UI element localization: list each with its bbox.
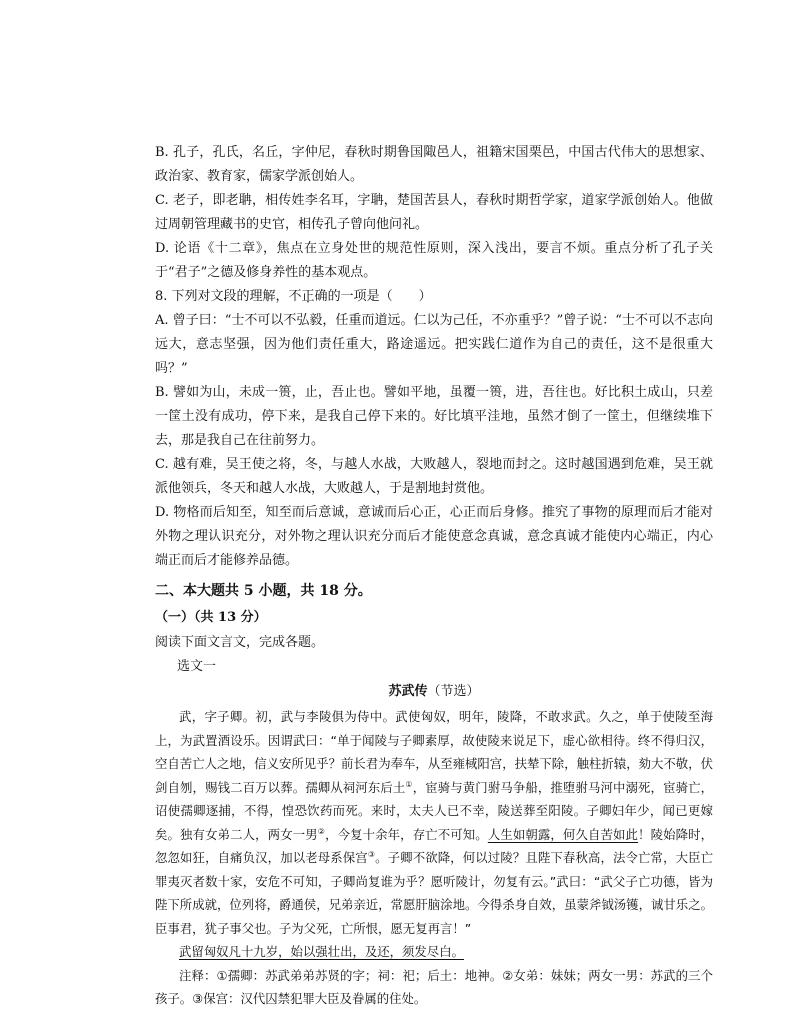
footnote-marker-3: ③ xyxy=(367,849,376,859)
reading-instruction: 阅读下面文言文，完成各题。 xyxy=(155,635,325,650)
option-d-7: D. 论语《十二章》，焦点在立身处世的规范性原则，深入浅出，要言不烦。重点分析了孔子关于“君子”之德及修身养性的基本观点。 xyxy=(155,241,713,280)
footnote-marker-1: ① xyxy=(405,779,413,789)
passage-notes: 注释：①孺卿：苏武弟弟苏贤的字；祠：祀；后土：地神。②女弟：妹妹；两女一男：苏武的三个孩子。③保宫：汉代囚禁犯罪大臣及眷属的住处。 xyxy=(155,967,713,1006)
passage-title-note: （节选） xyxy=(427,684,480,699)
underlined-sentence-2: 武留匈奴凡十九岁，始以强壮出，及还，须发尽白。 xyxy=(179,944,464,959)
passage-text: ！陵始降时，忽忽如狂，自痛负汉，加以老母系保宫 xyxy=(155,826,714,865)
option-c-8: C. 越有难，吴王使之将，冬，与越人水战，大败越人，裂地而封之。这时越国遇到危难，吴王就派他领兵，冬天和越人水战，大败越人，于是割地封赏他。 xyxy=(155,457,713,496)
underlined-sentence-1: 人生如朝露，何久自苦如此 xyxy=(487,826,639,842)
passage-text: ，今复十余年，存亡不可知。 xyxy=(325,826,488,842)
option-c-7: C. 老子，即老聃，相传姓李名耳，字聃，楚国苦县人，春秋时期哲学家，道家学派创始人。他做过周朝管理藏书的史官，相传孔子曾向他问礼。 xyxy=(155,193,713,232)
question-8-suffix: 的一项是（ ） xyxy=(327,289,432,304)
passage-text: ，宦骑与黄门驸马争船，推堕驸马河中溺死，宦骑亡，诏使孺卿逐捕，不得，惶恐饮药而死。来时，太夫人已不幸，陵送葬至阳陵。子卿妇年少，闻已更嫁矣。独有女弟二人，两女一男 xyxy=(155,779,714,842)
option-b-8: B. 譬如为山，未成一篑，止，吾止也。譬如平地，虽覆一篑，进，吾往也。好比积土成山，只差一筐土没有成功，停下来，是我自己停下来的。好比填平洼地，虽然才倒了一筐土，但继续堆下去，那是我自己在往前努力。 xyxy=(155,385,713,448)
option-a-8: A. 曾子曰：“士不可以不弘毅，任重而道远。仁以为己任，不亦重乎？”曾子说：“士不可以不志向远大，意志坚强，因为他们责任重大，路途遥远。把实践仁道作为自己的责任，这不是很重大吗？” xyxy=(155,313,713,376)
passage-paragraph-2 xyxy=(155,940,713,964)
question-8-prefix: 8. 下列对文段的理解， xyxy=(155,289,289,304)
page-content xyxy=(155,141,713,1011)
passage-title xyxy=(155,679,713,705)
passage-text: 武，字子卿。初，武与李陵俱为侍中。武使匈奴，明年，陵降，不敢求武。久之，单于使陵至海上，为武置酒设乐。因谓武曰：“单于闻陵与子卿素厚，故使陵来说足下，虚心欲相待。终不得归汉，空自苦亡人之地，信义安所见乎？前长君为奉车，从至雍棫阳宫，扶辇下除，触柱折辕，劾大不敬，伏剑自刎，赐钱二百万以葬。孺卿从祠河东后土 xyxy=(155,709,713,795)
question-8-stem xyxy=(155,285,713,309)
option-d-8: D. 物格而后知至，知至而后意诚，意诚而后心正，心正而后身修。推究了事物的原理而后才能对外物之理认识充分，对外物之理认识充分而后才能使意念真诚，意念真诚才能使内心端正，内心端正而后才能修养品德。 xyxy=(155,505,713,568)
passage-title-text: 苏武传 xyxy=(388,684,428,699)
passage-paragraph-1 xyxy=(155,705,713,940)
section-2-heading: 二、本大题共 5 小题，共 18 分。 xyxy=(155,583,372,599)
excerpt-label: 选文一 xyxy=(177,659,217,674)
footnote-marker-2: ② xyxy=(317,826,326,836)
part-1-heading: （一）（共 13 分） xyxy=(155,610,267,625)
passage-text: 。子卿不欲降，何以过陵？且陛下春秋高，法令亡常，大臣亡罪夷灭者数十家，安危不可知，子卿尚复谁为乎？愿听陵计，勿复有云。”武曰：“武父子亡功德，皆为陛下所成就，位列将，爵通侯，兄弟亲近，常愿肝脑涂地。今得杀身自效，虽蒙斧钺汤镬，诚甘乐之。臣事君，犹子事父也。子为父死，亡所恨，愿无复再言！” xyxy=(155,850,714,936)
question-8-emphasis: 不正确 xyxy=(288,289,328,304)
option-b-7: B. 孔子，孔氏，名丘，字仲尼，春秋时期鲁国陬邑人，祖籍宋国栗邑，中国古代伟大的思想家、政治家、教育家，儒家学派创始人。 xyxy=(155,145,713,184)
